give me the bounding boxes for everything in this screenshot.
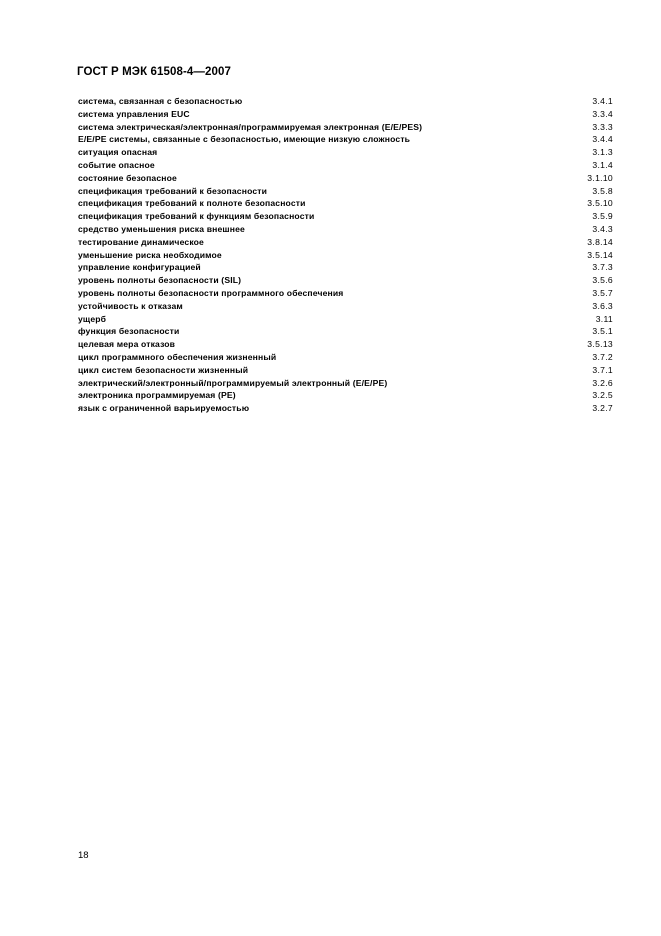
index-term: система, связанная с безопасностью: [78, 96, 243, 106]
index-ref: 3.2.5: [592, 390, 613, 401]
index-term: спецификация требований к безопасности: [78, 185, 268, 196]
index-ref: 3.5.6: [592, 275, 613, 286]
index-term: спецификация требований к полноте безопасности: [78, 198, 306, 209]
index-term: система управления EUC: [78, 108, 190, 119]
index-entry: [78, 185, 613, 198]
index-term: управление конфигурацией: [78, 262, 201, 273]
index-ref: 3.1.10: [587, 172, 613, 183]
index-entry: [78, 223, 613, 236]
index-entry: [78, 236, 613, 249]
index-ref: 3.5.10: [587, 198, 613, 209]
index-entry: [78, 261, 613, 274]
index-entry: [78, 274, 613, 287]
index-entry: [78, 121, 613, 134]
index-term: спецификация требований к функциям безопасности: [78, 211, 315, 222]
index-ref: 3.5.7: [592, 287, 613, 298]
index-entry: [78, 108, 613, 121]
index-term: уменьшение риска необходимое: [78, 249, 222, 260]
index-term: ущерб: [78, 313, 107, 324]
index-term: электрический/электронный/программируемый электронный (E/E/PE): [78, 377, 388, 388]
index-entry: [78, 133, 613, 146]
index-entry: [78, 197, 613, 210]
index-term: язык с ограниченной варьируемостью: [78, 403, 250, 414]
index-term: цикл программного обеспечения жизненный: [78, 351, 277, 362]
index-ref: 3.1.4: [592, 159, 613, 170]
document-header: ГОСТ Р МЭК 61508-4—2007: [77, 66, 231, 78]
index-entry: [78, 313, 613, 326]
index-term: уровень полноты безопасности программного обеспечения: [78, 287, 344, 298]
index-term: уровень полноты безопасности (SIL): [78, 275, 242, 286]
index-ref: 3.4.1: [592, 96, 613, 106]
index-entry: [78, 172, 613, 185]
index-term: тестирование динамическое: [78, 236, 204, 247]
index-entry: [78, 364, 613, 377]
index-ref: 3.2.7: [592, 403, 613, 414]
index-ref: 3.5.9: [592, 211, 613, 222]
index-ref: 3.3.4: [592, 108, 613, 119]
index-entry: [78, 287, 613, 300]
index-entry: [78, 95, 613, 108]
index-entry: [78, 146, 613, 159]
index-term: E/E/PE системы, связанные с безопасностью, имеющие низкую сложность: [78, 134, 411, 145]
index-entry: [78, 402, 613, 415]
index-term: состояние безопасное: [78, 172, 177, 183]
index-ref: 3.7.3: [592, 262, 613, 273]
index-ref: 3.4.3: [592, 223, 613, 234]
index-entry: [78, 389, 613, 402]
index-ref: 3.7.1: [592, 364, 613, 375]
index-term: система электрическая/электронная/программируемая электронная (E/E/PES): [78, 121, 423, 132]
index-term: функция безопасности: [78, 326, 180, 337]
index-ref: 3.8.14: [587, 236, 613, 247]
index-term: цикл систем безопасности жизненный: [78, 364, 249, 375]
index-ref: 3.5.13: [587, 339, 613, 350]
index-term: электроника программируемая (PE): [78, 390, 236, 401]
page-number: 18: [78, 850, 89, 861]
index-entry: [78, 338, 613, 351]
index-ref: 3.4.4: [592, 134, 613, 145]
index-ref: 3.5.14: [587, 249, 613, 260]
index-ref: 3.7.2: [592, 351, 613, 362]
index-term: устойчивость к отказам: [78, 300, 183, 311]
term-index-list: [78, 95, 613, 415]
index-entry: [78, 325, 613, 338]
index-ref: 3.2.6: [592, 377, 613, 388]
index-entry: [78, 377, 613, 390]
index-ref: 3.1.3: [592, 147, 613, 158]
index-term: событие опасное: [78, 159, 155, 170]
index-ref: 3.3.3: [592, 121, 613, 132]
index-entry: [78, 351, 613, 364]
index-entry: [78, 159, 613, 172]
index-term: целевая мера отказов: [78, 339, 176, 350]
index-entry: [78, 249, 613, 262]
index-term: средство уменьшения риска внешнее: [78, 223, 245, 234]
index-entry: [78, 300, 613, 313]
index-ref: 3.6.3: [592, 300, 613, 311]
index-entry: [78, 210, 613, 223]
index-term: ситуация опасная: [78, 147, 158, 158]
index-ref: 3.5.8: [592, 185, 613, 196]
index-ref: 3.5.1: [592, 326, 613, 337]
index-ref: 3.11: [595, 313, 613, 324]
